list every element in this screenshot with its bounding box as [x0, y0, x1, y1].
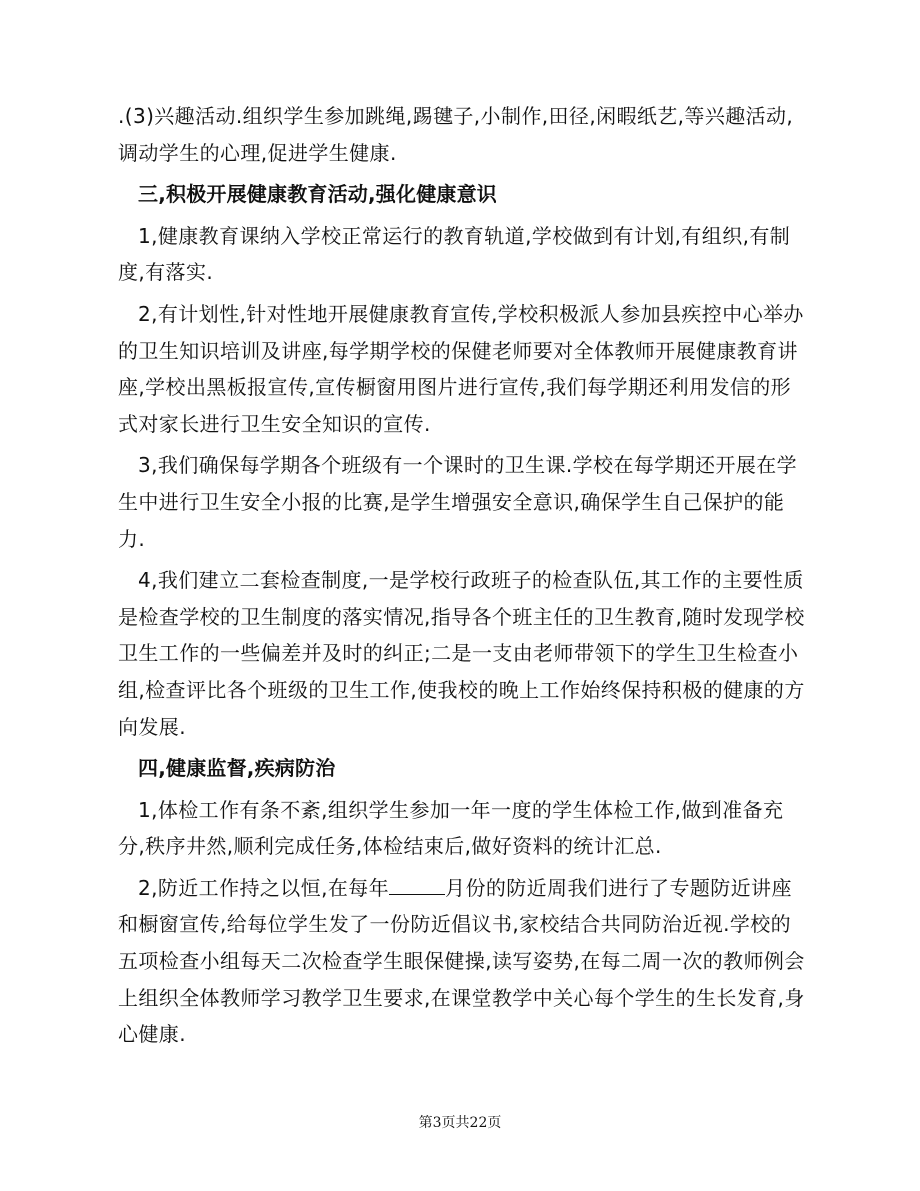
paragraph-physical-exam: 1,体检工作有条不紊,组织学生参加一年一度的学生体检工作,做到准备充分,秩序井然,顺利完成任务,体检结束后,做好资料的统计汇总.	[118, 797, 784, 859]
paragraph-curriculum: 1,健康教育课纳入学校正常运行的教育轨道,学校做到有计划,有组织,有制度,有落实.	[118, 223, 791, 285]
myopia-text-start: 2,防近工作持之以恒,在每年	[138, 875, 390, 900]
paragraph-interest-activities: .(3)兴趣活动.组织学生参加跳绳,踢毽子,小制作,田径,闲暇纸艺,等兴趣活动,调动学生的心理,促进学生健康.	[118, 104, 794, 165]
section-heading-health-supervision: 四,健康监督,疾病防治	[138, 756, 336, 781]
document-body	[118, 98, 808, 1058]
section-heading-health-education: 三,积极开展健康教育活动,强化健康意识	[138, 182, 497, 207]
paragraph-publicity: 2,有计划性,针对性地开展健康教育宣传,学校积极派人参加县疾控中心举办的卫生知识培训及讲座,每学期学校的保健老师要对全体教师开展健康教育讲座,学校出黑板报宣传,宣传橱窗用图片进行宣传,我们每学期还利用发信的形式对家长进行卫生安全知识的宣传.	[118, 301, 804, 436]
fill-in-blank	[389, 876, 445, 895]
paragraph-inspection-system: 4,我们建立二套检查制度,一是学校行政班子的检查队伍,其工作的主要性质是检查学校的卫生制度的落实情况,指导各个班主任的卫生教育,随时发现学校卫生工作的一些偏差并及时的纠正;二是一支由老师带领下的学生卫生检查小组,检查评比各个班级的卫生工作,使我校的晚上工作始终保持积极的健康的方向发展.	[118, 568, 805, 739]
paragraph-myopia-prevention	[118, 870, 808, 1053]
paragraph-hygiene-class: 3,我们确保每学期各个班级有一个课时的卫生课.学校在每学期还开展在学生中进行卫生安全小报的比赛,是学生增强安全意识,确保学生自己保护的能力.	[118, 453, 798, 551]
myopia-text-rest: 月份的防近周我们进行了专题防近讲座和橱窗宣传,给每位学生发了一份防近倡议书,家校结合共同防治近视.学校的五项检查小组每天二次检查学生眼保健操,读写姿势,在每二周一次的教师例会上组织全体教师学习教学卫生要求,在课堂教学中关心每个学生的生长发育,身心健康.	[118, 875, 805, 1047]
page-number-footer: 第3页共22页	[418, 1115, 502, 1131]
